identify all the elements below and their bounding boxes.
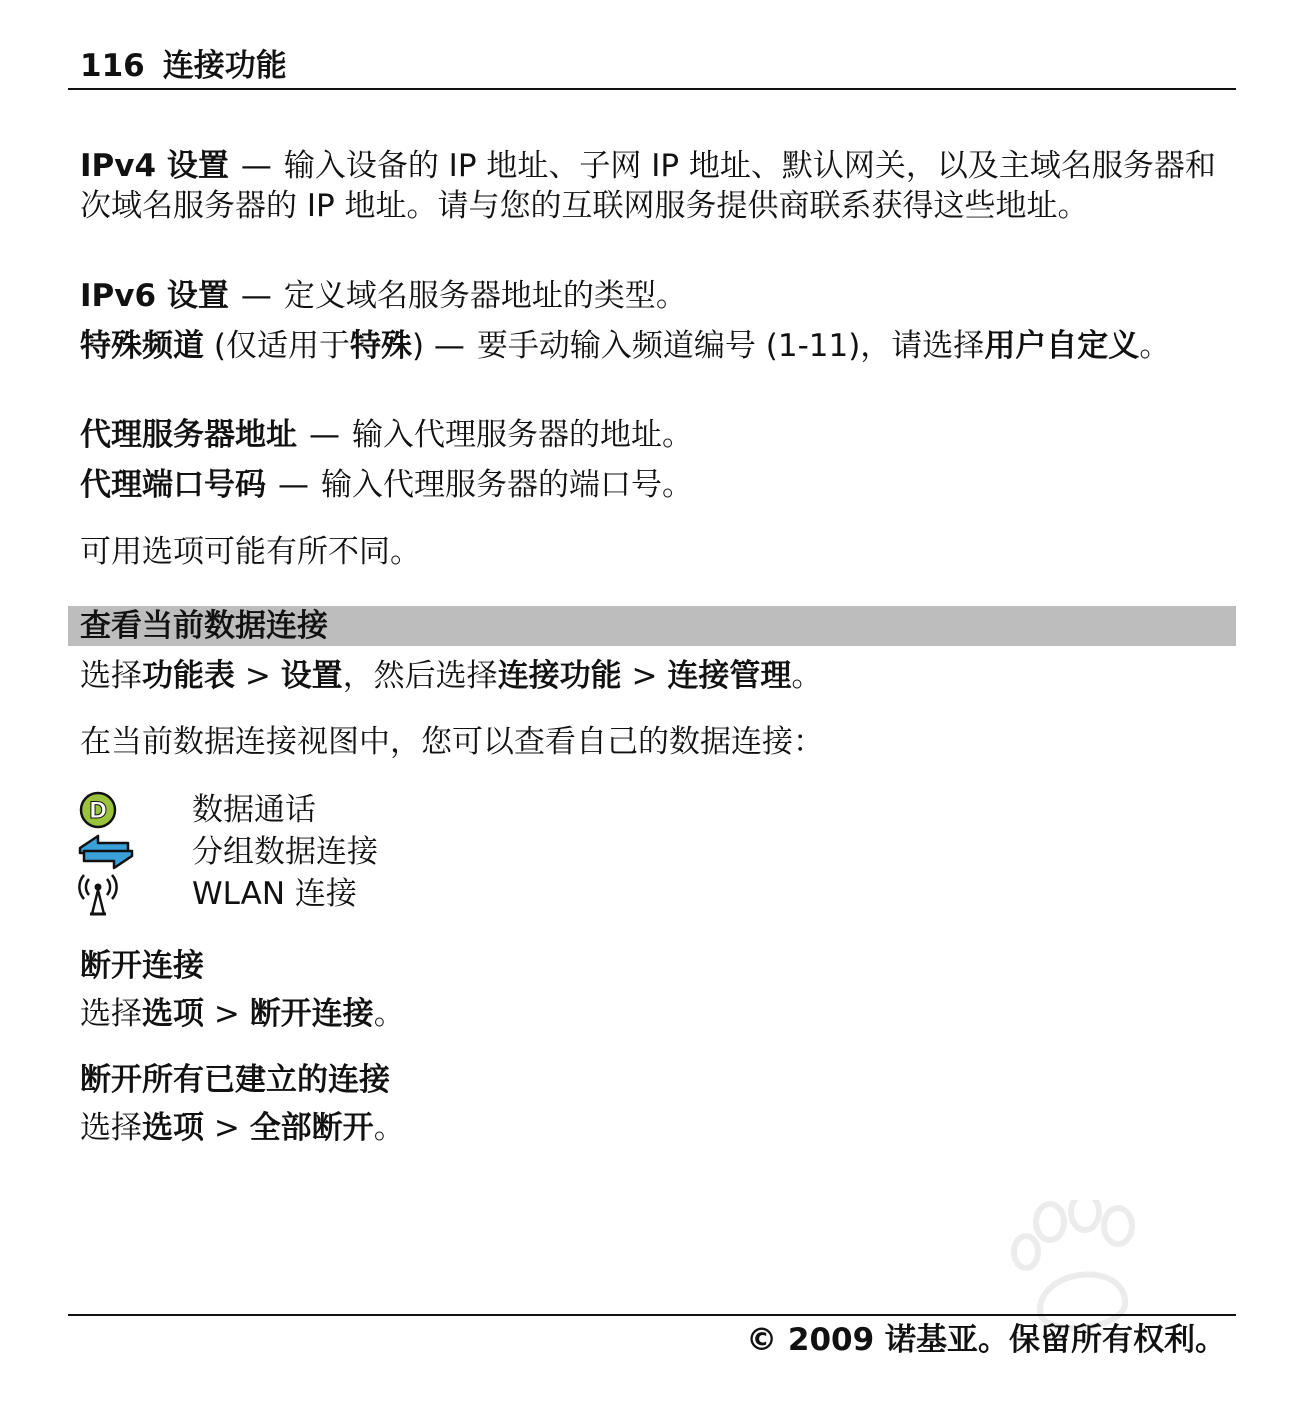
menu-item-options: 选项	[142, 1110, 204, 1146]
instruction-pre: 选择	[80, 1110, 142, 1146]
setting-proxy-address	[80, 415, 1230, 455]
legend-row-wlan	[76, 874, 676, 914]
instruction-end: 。	[373, 1110, 405, 1146]
setting-ipv6	[80, 276, 1230, 316]
disconnect-heading: 断开连接	[80, 948, 204, 984]
instruction-pre: 选择	[80, 996, 142, 1032]
legend-row-packet-data	[76, 832, 676, 872]
nav-mid: ，然后选择	[342, 658, 498, 694]
legend-label: 数据通话	[192, 792, 316, 828]
nav-instruction	[80, 656, 1230, 696]
packet-data-icon	[76, 832, 136, 872]
instruction-end: 。	[373, 996, 405, 1032]
setting-label: 代理服务器地址	[80, 417, 297, 453]
em-dash: —	[309, 417, 340, 453]
menu-item-disconnect: 断开连接	[249, 996, 374, 1032]
menu-item-connection-manager: 连接管理	[667, 658, 792, 694]
section-heading-bar	[68, 606, 1236, 646]
menu-item-disconnect-all: 全部断开	[249, 1110, 374, 1146]
setting-description: 输入代理服务器的地址。	[352, 417, 693, 453]
legend-label: 分组数据连接	[192, 834, 378, 870]
paren-bold: 特殊	[349, 328, 412, 364]
nav-separator: >	[204, 1110, 250, 1146]
menu-item-settings: 设置	[280, 658, 343, 694]
paren-open: (仅适用于	[204, 328, 350, 364]
disconnect-instruction	[80, 994, 1230, 1034]
nav-separator: >	[204, 996, 250, 1032]
setting-label: IPv4 设置	[80, 148, 229, 184]
legend-row-data-call	[76, 790, 676, 830]
data-call-icon	[76, 790, 136, 830]
em-dash: —	[240, 148, 272, 184]
setting-description: 输入设备的 IP 地址、子网 IP 地址、默认网关，以及主域名服务器和次域名服务器的 IP 地址。请与您的互联网服务提供商联系获得这些地址。	[80, 148, 1216, 224]
copyright-footer: © 2009 诺基亚。保留所有权利。	[746, 1322, 1226, 1358]
nav-end: 。	[791, 658, 823, 694]
options-note: 可用选项可能有所不同。	[80, 534, 421, 570]
page-header	[68, 44, 1236, 90]
setting-label: IPv6 设置	[80, 278, 229, 314]
menu-item-options: 选项	[142, 996, 204, 1032]
setting-label: 代理端口号码	[80, 467, 266, 503]
setting-ipv4	[80, 146, 1230, 226]
page-number: 116	[80, 48, 145, 84]
disconnect-all-instruction	[80, 1108, 1230, 1148]
setting-label: 特殊频道	[80, 328, 204, 364]
setting-description: 输入代理服务器的端口号。	[321, 467, 693, 503]
menu-item-functions: 功能表	[142, 658, 235, 694]
nav-separator: >	[621, 658, 668, 694]
em-dash: —	[278, 467, 309, 503]
section-title: 查看当前数据连接	[80, 608, 328, 644]
em-dash: —	[433, 328, 465, 364]
nav-separator: >	[235, 658, 281, 694]
setting-description: 要手动输入频道编号 (1-11)，请选择用户自定义。	[476, 328, 1171, 364]
section-intro: 在当前数据连接视图中，您可以查看自己的数据连接：	[80, 724, 824, 760]
wlan-antenna-icon	[76, 874, 136, 914]
legend-label: WLAN 连接	[192, 876, 357, 912]
paren-close: )	[411, 328, 434, 364]
nav-pre: 选择	[80, 658, 142, 694]
em-dash: —	[240, 278, 272, 314]
chapter-title: 连接功能	[162, 48, 287, 84]
setting-description: 定义域名服务器地址的类型。	[283, 278, 687, 314]
menu-item-connectivity: 连接功能	[497, 658, 622, 694]
setting-proxy-port	[80, 465, 1230, 505]
setting-special-channel	[80, 326, 1230, 366]
disconnect-all-heading: 断开所有已建立的连接	[80, 1062, 390, 1098]
svg-text:D: D	[88, 799, 108, 824]
option-user-defined: 用户自定义	[984, 328, 1140, 364]
